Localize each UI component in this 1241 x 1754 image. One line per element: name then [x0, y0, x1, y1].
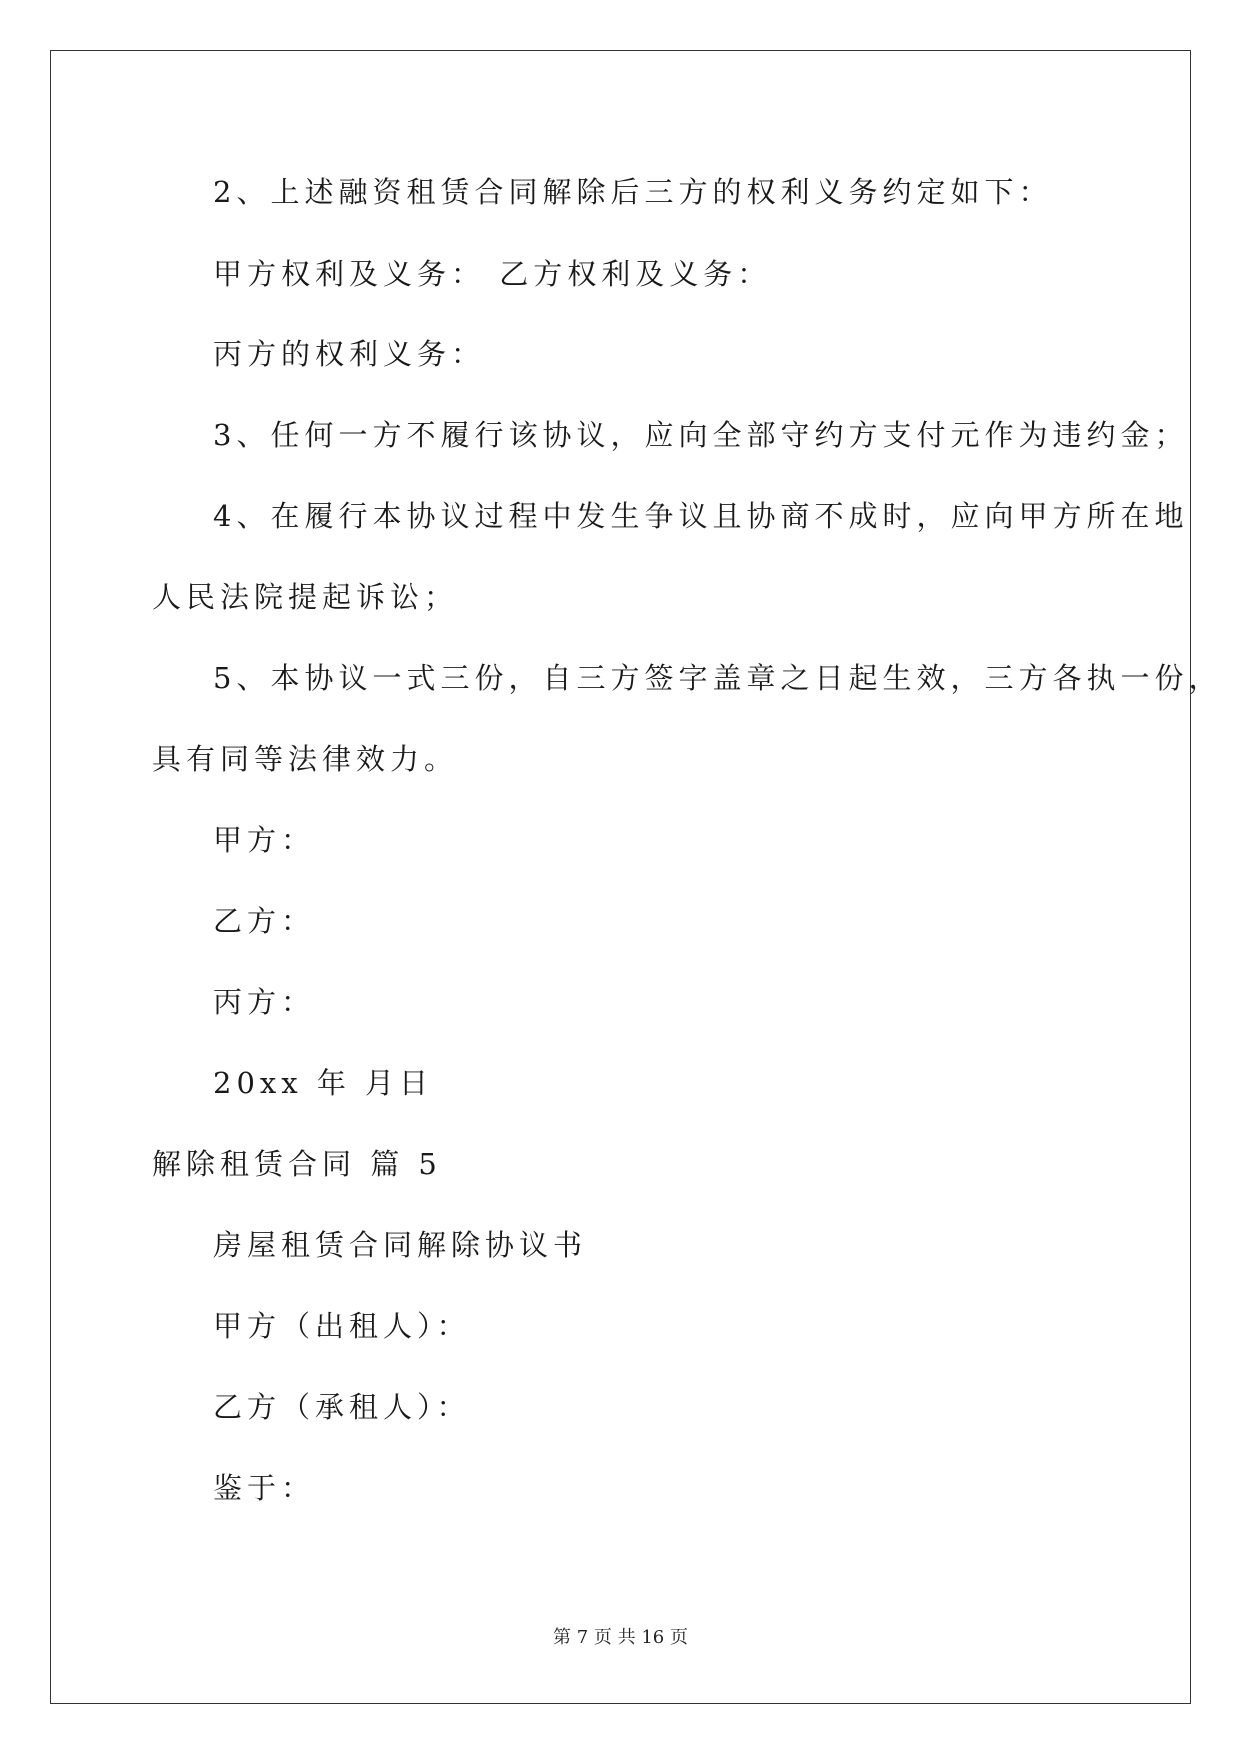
party-b-lessee: 乙方（承租人）：: [213, 1390, 471, 1424]
paragraph-party-a-b-rights: 甲方权利及义务： 乙方权利及义务：: [213, 257, 772, 291]
paragraph-clause-5: 5、本协议一式三份，自三方签字盖章之日起生效，三方各执一份，: [213, 661, 1223, 695]
paragraph-party-c-rights: 丙方的权利义务：: [213, 337, 486, 371]
signature-date: 20xx 年 月日: [213, 1066, 434, 1100]
document-title: 房屋租赁合同解除协议书: [213, 1228, 588, 1262]
paragraph-clause-4: 4、在履行本协议过程中发生争议且协商不成时，应向甲方所在地: [213, 499, 1189, 533]
party-a-lessor: 甲方（出租人）：: [213, 1309, 471, 1343]
page-border: [50, 50, 1191, 1704]
signature-party-a: 甲方：: [213, 823, 316, 857]
paragraph-clause-3: 3、任何一方不履行该协议，应向全部守约方支付元作为违约金；: [213, 418, 1189, 452]
signature-party-b: 乙方：: [213, 904, 316, 938]
paragraph-whereas: 鉴于：: [213, 1471, 316, 1505]
paragraph-clause-4-cont: 人民法院提起诉讼；: [152, 580, 459, 614]
section-heading: 解除租赁合同 篇 5: [152, 1147, 442, 1181]
paragraph-clause-2: 2、上述融资租赁合同解除后三方的权利义务约定如下：: [213, 175, 1053, 209]
page-number: 第 7 页 共 16 页: [553, 1627, 688, 1648]
paragraph-clause-5-cont: 具有同等法律效力。: [152, 742, 459, 776]
signature-party-c: 丙方：: [213, 985, 316, 1019]
